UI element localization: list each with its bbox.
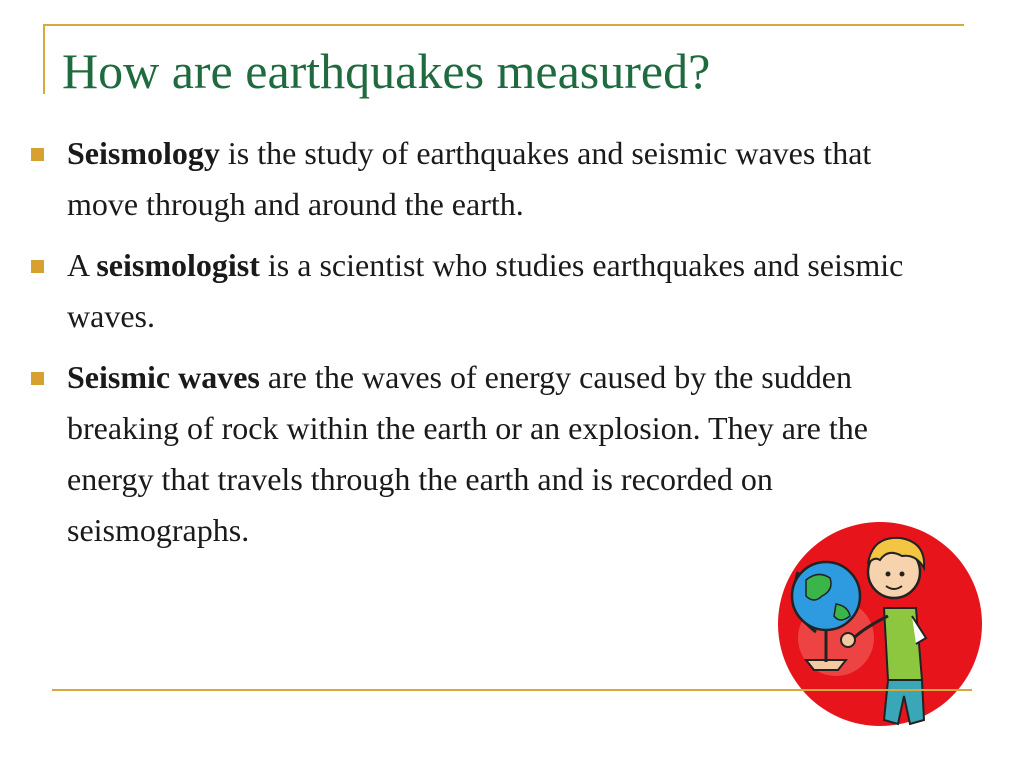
bullet-text [67,359,868,548]
boy-with-globe-clipart [776,520,984,728]
bullet-term: Seismic waves [67,359,260,395]
square-bullet-icon [31,260,44,273]
bullet-list [0,128,930,566]
bullet-description: is a scientist who studies earthquakes and seismic waves. [67,247,904,334]
bullet-text [67,247,903,334]
left-accent-line [43,24,45,94]
square-bullet-icon [31,148,44,161]
boy-eye-icon [886,572,891,577]
bullet-text [67,135,871,222]
bullet-item-seismologist [0,240,930,342]
bullet-description: are the waves of energy caused by the sudden breaking of rock within the earth or an explosion. They are the energy that travels through the earth and is recorded on seismographs. [67,359,868,548]
bottom-accent-line [52,689,972,691]
boy-hand-icon [841,633,855,647]
globe-icon [792,562,860,630]
bullet-term: seismologist [96,247,260,283]
bullet-item-seismology [0,128,930,230]
slide-title: How are earthquakes measured? [62,43,711,99]
square-bullet-icon [31,372,44,385]
bullet-term: Seismology [67,135,220,171]
bullet-prefix: A [67,247,97,283]
boy-eye-icon [900,572,905,577]
top-accent-line [43,24,964,26]
bullet-description: is the study of earthquakes and seismic waves that move through and around the earth. [67,135,872,222]
